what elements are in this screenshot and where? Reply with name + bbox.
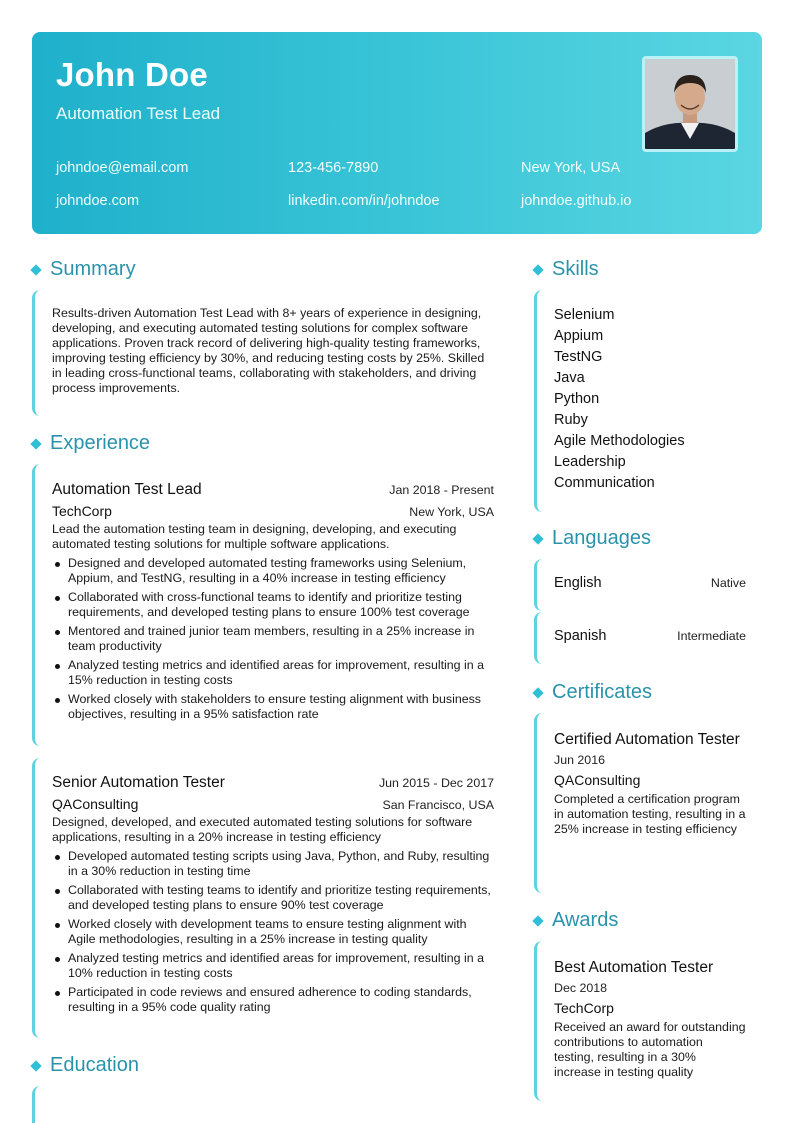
experience-item [52,481,494,726]
summary-heading-text: Summary [50,258,136,280]
job-bullet: Analyzed testing metrics and identified areas for improvement, resulting in a 15% reduction in testing costs [52,658,494,688]
job-company: QAConsulting [52,796,139,812]
award-title: Best Automation Tester [554,959,714,976]
skills-list [554,305,685,494]
skill-item: Python [554,391,600,407]
certificate-title: Certified Automation Tester [554,731,740,748]
job-dates: Jun 2015 - Dec 2017 [378,776,494,790]
language-name: English [554,575,602,591]
contact-phone[interactable]: 123-456-7890 [288,160,379,176]
experience-item [52,774,494,1019]
job-bullet: Worked closely with development teams to ensure testing alignment with Agile methodologies, resulting in a 25% increase in testing quality [52,917,494,947]
diamond-icon [532,915,543,926]
experience-heading-text: Experience [50,432,151,454]
diamond-icon [532,264,543,275]
job-bullet: Mentored and trained junior team members, resulting in a 25% increase in team productivity [52,624,494,654]
skill-item: Selenium [554,307,615,323]
job-bullet: Designed and developed automated testing frameworks using Selenium, Appium, and TestNG, resulting in a 40% increase in testing efficiency [52,556,494,586]
education-heading [32,1054,139,1077]
skill-item: Ruby [554,412,588,428]
contact-linkedin[interactable]: linkedin.com/in/johndoe [288,193,440,209]
language-item [554,628,746,644]
diamond-icon [532,533,543,544]
job-bullet: Participated in code reviews and ensured adherence to coding standards, resulting in a 95% code quality rating [52,985,494,1015]
skill-item: Appium [554,328,604,344]
job-location: San Francisco, USA [382,798,494,812]
language-level: Intermediate [677,629,746,643]
experience-heading [32,432,150,455]
skills-heading [534,258,599,281]
job-title: Automation Test Lead [52,481,202,498]
job-bullets [52,849,494,1015]
languages-heading-text: Languages [552,527,651,549]
certificates-heading-text: Certificates [552,681,653,703]
certificate-item [554,730,746,837]
profile-photo [642,56,738,152]
skills-heading-text: Skills [552,258,599,280]
candidate-title: Automation Test Lead [56,104,221,123]
job-location: New York, USA [409,505,494,519]
job-description: Lead the automation testing team in designing, developing, and executing automated testing solutions for multiple software applications. [52,522,457,551]
job-bullet: Collaborated with cross-functional teams to identify and prioritize testing requirements, and developed testing plans to ensure 100% test coverage [52,590,494,620]
awards-heading-text: Awards [552,909,619,931]
certificate-org: QAConsulting [554,772,641,788]
education-heading-text: Education [50,1054,139,1076]
contact-location: New York, USA [521,160,621,176]
languages-heading [534,527,651,550]
award-item [554,958,746,1080]
language-level: Native [710,576,746,590]
skill-item: Communication [554,475,655,491]
resume-header [32,32,762,234]
contact-website[interactable]: johndoe.com [56,193,140,209]
certificate-description: Completed a certification program in automation testing, resulting in a 25% increase in testing efficiency [554,792,746,836]
job-bullet: Collaborated with testing teams to identify and prioritize testing requirements, and developed testing plans to ensure 90% test coverage [52,883,494,913]
profile-photo-image [645,59,735,149]
job-title: Senior Automation Tester [52,774,225,791]
job-bullet: Developed automated testing scripts using Java, Python, and Ruby, resulting in a 30% reduction in testing time [52,849,494,879]
diamond-icon [30,438,41,449]
education-box [32,1086,502,1123]
skill-item: Java [554,370,585,386]
job-dates: Jan 2018 - Present [389,483,494,497]
diamond-icon [532,687,543,698]
skill-item: TestNG [554,349,603,365]
contact-email[interactable]: johndoe@email.com [56,160,189,176]
job-description: Designed, developed, and executed automated testing solutions for software applications, resulting in a 20% increase in testing efficiency [52,815,473,844]
job-bullet: Analyzed testing metrics and identified areas for improvement, resulting in a 10% reduction in testing costs [52,951,494,981]
candidate-name: John Doe [56,56,208,93]
job-company: TechCorp [52,503,112,519]
awards-heading [534,909,618,932]
award-date: Dec 2018 [554,981,608,995]
skill-item: Leadership [554,454,626,470]
summary-heading [32,258,136,281]
job-bullets [52,556,494,722]
contact-github[interactable]: johndoe.github.io [521,193,632,209]
award-org: TechCorp [554,1000,614,1016]
language-name: Spanish [554,628,607,644]
diamond-icon [30,264,41,275]
language-item [554,575,746,591]
skill-item: Agile Methodologies [554,433,685,449]
diamond-icon [30,1060,41,1071]
certificates-heading [534,681,652,704]
job-bullet: Worked closely with stakeholders to ensure testing alignment with business objectives, resulting in a 95% satisfaction rate [52,692,494,722]
certificate-date: Jun 2016 [554,753,605,767]
award-description: Received an award for outstanding contributions to automation testing, resulting in a 30% increase in testing quality [554,1020,746,1079]
summary-text: Results-driven Automation Test Lead with 8+ years of experience in designing, developing, and executing automated testing solutions for complex software applications. Proven track record of delivering high-quality testing frameworks, improving testing efficiency by 30%, and reducing testing costs by 25%. Skilled in leading cross-functional teams, collaborating with stakeholders, and driving process improvements. [52,306,485,395]
